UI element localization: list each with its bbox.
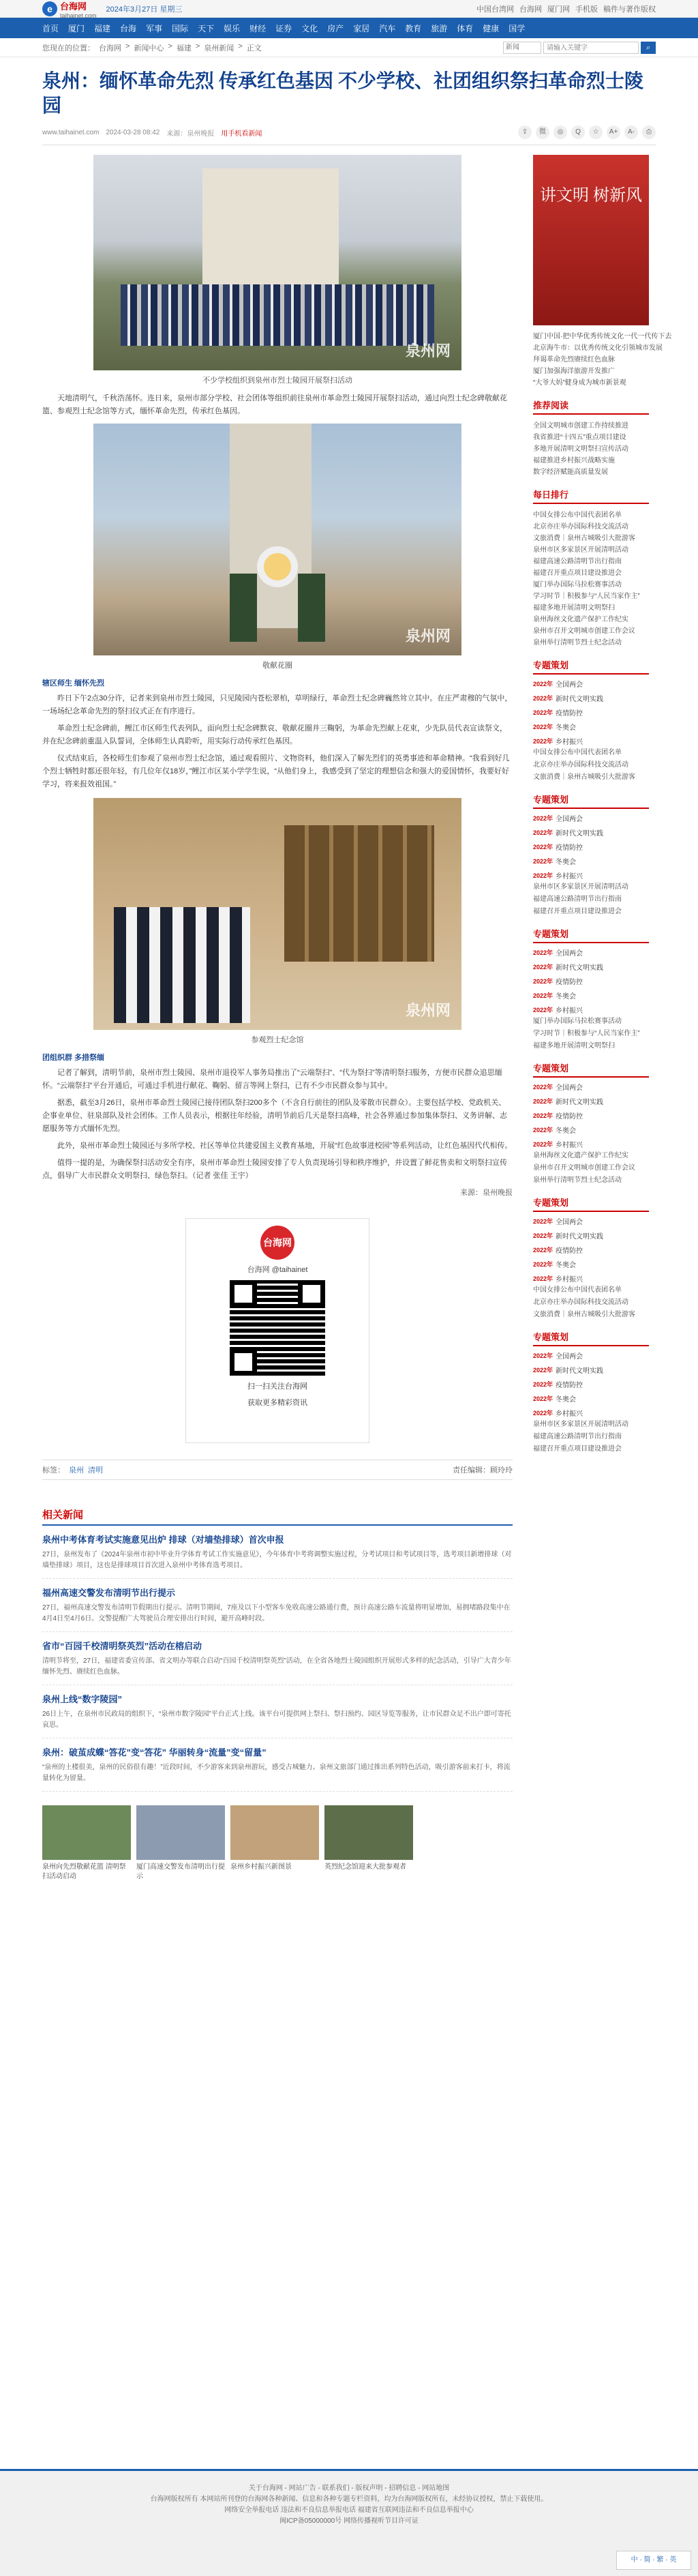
sidebar bbox=[533, 155, 672, 1882]
related-news-list bbox=[42, 1526, 513, 1792]
topic-link[interactable]: 中国女排公布中国代表团名单 bbox=[533, 749, 622, 756]
nav-item[interactable]: 娱乐 bbox=[224, 23, 241, 33]
article-source: 来源：泉州晚报 bbox=[166, 130, 215, 138]
photo-caption: 不少学校组织到泉州市烈士陵园开展祭扫活动 bbox=[202, 376, 352, 385]
topic-link[interactable]: 学习时节｜积极参与“人民当家作主” bbox=[533, 1030, 640, 1037]
recommend-link[interactable]: 数字经济赋能高质量发展 bbox=[533, 469, 608, 476]
sidebar-link[interactable]: 拜谒革命先烈赓续红色血脉 bbox=[533, 356, 615, 364]
topic-title: 疫情防控 bbox=[556, 1113, 583, 1121]
source-site[interactable]: www.taihainet.com bbox=[42, 128, 100, 136]
related-item bbox=[42, 1526, 513, 1579]
breadcrumb-item[interactable]: 福建 bbox=[176, 44, 192, 53]
topic-title: 全国两会 bbox=[556, 681, 583, 689]
photo-memorial-hall bbox=[93, 798, 461, 1030]
footer-links[interactable]: 关于台海网 - 网站广告 - 联系我们 - 版权声明 - 招聘信息 - 网站地图 bbox=[248, 2485, 450, 2492]
thumb-item[interactable] bbox=[230, 1805, 319, 1882]
thumb-list bbox=[42, 1805, 513, 1882]
related-item bbox=[42, 1632, 513, 1685]
poster-text: 讲文明 树新风 bbox=[540, 187, 642, 205]
special-topic-item[interactable] bbox=[533, 1245, 649, 1255]
special-topic-item[interactable] bbox=[533, 976, 649, 986]
topic-title: 冬奥会 bbox=[556, 993, 577, 1001]
search-bar bbox=[503, 42, 656, 54]
print-icon[interactable]: ⎙ bbox=[642, 125, 656, 139]
topic-year: 2022年 bbox=[533, 1261, 553, 1268]
thumb-image bbox=[324, 1805, 413, 1860]
topic-title: 全国两会 bbox=[556, 1219, 583, 1226]
watermark-text: 泉州网 bbox=[405, 627, 451, 645]
topic-link[interactable]: 泉州海丝文化遗产保护工作纪实 bbox=[533, 1152, 628, 1159]
topic-year: 2022年 bbox=[533, 829, 553, 836]
topic-title: 新时代文明实践 bbox=[556, 1233, 604, 1241]
topic-link[interactable]: 福建多地开展清明文明祭扫 bbox=[533, 1042, 615, 1050]
special-topic-item[interactable] bbox=[533, 722, 649, 732]
footer-line: 台海网版权所有 本网站所刊登的台海网各种新闻、信息和各种专题专栏资料，均为台海网版权所有，未经协议授权，禁止下载使用。 bbox=[150, 2496, 548, 2503]
topic-year: 2022年 bbox=[533, 1395, 553, 1402]
qq-icon[interactable]: Q bbox=[571, 125, 585, 139]
recommend-link[interactable]: 我省推进“十四五”重点项目建设 bbox=[533, 434, 626, 441]
special-topic-item[interactable] bbox=[533, 1005, 649, 1015]
related-title[interactable]: 福州高速交警发布清明节出行提示 bbox=[42, 1588, 176, 1598]
photo-wreath bbox=[93, 424, 461, 655]
topic-title: 冬奥会 bbox=[556, 724, 577, 732]
nav-item[interactable]: 汽车 bbox=[379, 23, 396, 33]
topic-title: 新时代文明实践 bbox=[556, 964, 604, 972]
related-summary: 清明节将至，27日，福建省委宣传部、省文明办等联合启动“百园千校清明祭英烈”活动，在全省各地烈士陵园组织开展形式多样的纪念活动，引导广大青少年缅怀先烈、赓续红色血脉。 bbox=[42, 1657, 511, 1676]
logo-sub: taihainet.com bbox=[60, 12, 97, 19]
tag-link[interactable]: 清明 bbox=[88, 1466, 103, 1475]
top-links bbox=[476, 3, 656, 14]
recommend-link[interactable]: 多地开展清明文明祭扫宣传活动 bbox=[533, 445, 628, 453]
rank-link[interactable]: 泉州举行清明节烈士纪念活动 bbox=[533, 639, 622, 647]
thumb-caption: 厦门高速交警发布清明出行提示 bbox=[136, 1863, 225, 1880]
topic-link[interactable]: 北京亦庄举办国际科技交流活动 bbox=[533, 1299, 628, 1306]
breadcrumb-item[interactable]: 泉州新闻 bbox=[204, 44, 234, 53]
topic-link[interactable]: 福建高速公路清明节出行指南 bbox=[533, 1433, 622, 1440]
weibo-icon[interactable]: 微 bbox=[536, 125, 549, 139]
topic-year: 2022年 bbox=[533, 709, 553, 716]
nav-item[interactable]: 家居 bbox=[353, 23, 370, 33]
nav-item[interactable]: 国学 bbox=[509, 23, 526, 33]
topic-title: 冬奥会 bbox=[556, 859, 577, 866]
special-topic-block bbox=[533, 1061, 649, 1186]
topic-title: 乡村振兴 bbox=[556, 1276, 583, 1284]
related-title[interactable]: 省市“百园千校清明祭英烈”活动在榕启动 bbox=[42, 1641, 202, 1651]
related-title[interactable]: 泉州：破茧成蝶“答花”变“答花” 华丽转身“流量”变“留量” bbox=[42, 1747, 267, 1758]
topic-link[interactable]: 厦门举办国际马拉松赛事活动 bbox=[533, 1018, 622, 1025]
mobile-link[interactable]: 用手机看新闻 bbox=[221, 130, 262, 138]
wechat-icon[interactable]: ◎ bbox=[553, 125, 567, 139]
special-topic-item[interactable] bbox=[533, 707, 649, 717]
special-topic-item[interactable] bbox=[533, 842, 649, 852]
rank-list bbox=[533, 509, 649, 649]
topic-year: 2022年 bbox=[533, 1007, 553, 1013]
special-topic-block bbox=[533, 1196, 649, 1320]
article-title: 泉州：缅怀革命先烈 传承红色基因 不少学校、社团组织祭扫革命烈士陵园 bbox=[42, 71, 644, 117]
special-topic-item[interactable] bbox=[533, 1082, 649, 1092]
chevron-right-icon: > bbox=[238, 42, 243, 50]
nav-item[interactable]: 台海 bbox=[120, 23, 137, 33]
related-summary: 27日，泉州发布了《2024年泉州市初中毕业升学体育考试工作实施意见》，今年体育中考将调整实施过程，分考试项目和考试项目等，选考项目新增排球（对墙垫排球）项目，这也是排球项目首次进入泉州中考体育选考项目。 bbox=[42, 1551, 512, 1569]
search-input[interactable] bbox=[543, 42, 639, 54]
recommend-heading: 推荐阅读 bbox=[533, 398, 649, 415]
top-link[interactable]: 中国台湾网 bbox=[476, 5, 514, 14]
rank-link[interactable]: 学习时节｜积极参与“人民当家作主” bbox=[533, 593, 640, 600]
special-topic-item[interactable] bbox=[533, 736, 649, 746]
thumb-caption: 泉州向先烈敬献花篮 清明祭扫活动启动 bbox=[42, 1863, 126, 1880]
special-topic-item[interactable] bbox=[533, 1408, 649, 1418]
topic-year: 2022年 bbox=[533, 695, 553, 702]
nav-item[interactable]: 房产 bbox=[327, 23, 344, 33]
article-origin bbox=[42, 1187, 513, 1198]
special-topics bbox=[533, 658, 649, 1455]
special-topic-item[interactable] bbox=[533, 1139, 649, 1149]
paragraph: 昨日下午2点30分许，记者来到泉州市烈士陵园，只见陵园内苍松翠柏，草明绿行，革命烈士纪念碑巍然耸立其中。在庄严肃穆的气氛中，一场场纪念革命先烈的祭扫仪式正在有序进行。 bbox=[42, 694, 513, 715]
rank-link[interactable]: 福建召开重点项目建设推进会 bbox=[533, 569, 622, 577]
topic-link[interactable]: 福建召开重点项目建设推进会 bbox=[533, 1445, 622, 1453]
search-icon[interactable]: ⌕ bbox=[641, 42, 656, 54]
topic-link[interactable]: 文旅消费｜泉州古城吸引大批游客 bbox=[533, 1311, 635, 1318]
top-link[interactable]: 稿件与著作版权 bbox=[603, 5, 656, 14]
topic-year: 2022年 bbox=[533, 1232, 553, 1239]
civility-poster[interactable] bbox=[533, 155, 649, 325]
special-topic-item[interactable] bbox=[533, 1096, 649, 1106]
breadcrumb-bar bbox=[0, 38, 698, 57]
related-summary: “泉州的土楼很美，泉州的民俗很有趣！”近段时间，不少游客来到泉州游玩，感受古城魅力。泉州文旅部门通过推出系列特色活动，吸引游客前来打卡，将流量转化为留量。 bbox=[42, 1764, 511, 1782]
sidebar-link[interactable]: “大爷大妈”健身成为城市新景观 bbox=[533, 379, 626, 387]
chevron-right-icon: > bbox=[195, 42, 200, 50]
related-item bbox=[42, 1685, 513, 1738]
footer-line: 闽ICP备05000000号 网络传播视听节目许可证 bbox=[279, 2517, 419, 2525]
editor-name: 责任编辑：顾玲玲 bbox=[453, 1466, 513, 1475]
photo-caption: 敬献花圈 bbox=[262, 662, 292, 670]
breadcrumb-label: 您现在的位置： bbox=[42, 44, 95, 53]
recommend-list bbox=[533, 420, 649, 478]
rank-link[interactable]: 泉州海丝文化遗产保护工作纪实 bbox=[533, 616, 628, 623]
rank-link[interactable]: 中国女排公布中国代表团名单 bbox=[533, 512, 622, 519]
topic-year: 2022年 bbox=[533, 872, 553, 879]
topic-title: 乡村振兴 bbox=[556, 1410, 583, 1418]
topic-title: 乡村振兴 bbox=[556, 1007, 583, 1015]
watermark-text: 泉州网 bbox=[405, 342, 451, 359]
paragraph: 革命烈士纪念碑前，鲤江市区师生代表列队，面向烈士纪念碑默哀、敬献花圈并三鞠躬，为革命先烈献上花束，少先队员代表宣读祭文，并在纪念碑前重温入队誓词，全体师生认真聆听，用实际行动传承红色基因。 bbox=[42, 724, 507, 745]
topic-title: 疫情防控 bbox=[556, 979, 583, 986]
special-topic-block bbox=[533, 1330, 649, 1455]
special-topic-item[interactable] bbox=[533, 1216, 649, 1226]
section-subtitle: 团组织群 多措祭缅 bbox=[42, 1054, 105, 1062]
qr-card bbox=[185, 1218, 369, 1443]
topic-year: 2022年 bbox=[533, 978, 553, 985]
nav-item[interactable]: 军事 bbox=[146, 23, 163, 33]
topic-year: 2022年 bbox=[533, 738, 553, 745]
publish-time: 2024-03-28 08:42 bbox=[106, 128, 160, 136]
thumb-image bbox=[42, 1805, 131, 1860]
paragraph: 值得一提的是，为确保祭扫活动安全有序，泉州市革命烈士陵园安排了专人负责现场引导和秩序维护，并设置了鲜花售卖和文明祭扫宣传点，倡导广大市民群众文明祭扫、绿色祭扫。（记者 张佳 王宇） bbox=[42, 1159, 507, 1180]
nav-item[interactable]: 福建 bbox=[94, 23, 111, 33]
rank-link[interactable]: 泉州市区多家景区开展清明活动 bbox=[533, 546, 628, 554]
logo-icon: e bbox=[42, 1, 57, 16]
daily-rank-heading: 每日排行 bbox=[533, 488, 649, 504]
rank-link[interactable]: 福建高速公路清明节出行指南 bbox=[533, 558, 622, 565]
qr-account: 台海网 @taihainet bbox=[247, 1266, 308, 1274]
topic-year: 2022年 bbox=[533, 858, 553, 865]
topic-year: 2022年 bbox=[533, 815, 553, 822]
related-title[interactable]: 泉州上线“数字陵园” bbox=[42, 1694, 123, 1704]
related-item bbox=[42, 1738, 513, 1792]
top-link[interactable]: 台海网 bbox=[519, 5, 542, 14]
rank-link[interactable]: 泉州市召开文明城市创建工作会议 bbox=[533, 627, 635, 635]
special-topic-heading: 专题策划 bbox=[533, 1330, 649, 1346]
main-nav bbox=[0, 18, 698, 38]
topic-link[interactable]: 泉州市区多家景区开展清明活动 bbox=[533, 883, 628, 891]
thumb-item[interactable] bbox=[136, 1805, 225, 1882]
language-switcher[interactable]: 中 · 简 · 繁 · 英 bbox=[616, 2551, 691, 2570]
qr-logo: 台海网 bbox=[260, 1226, 294, 1260]
topic-title: 新时代文明实践 bbox=[556, 1099, 604, 1106]
paragraph: 此外，泉州市革命烈士陵园还与多所学校、社区等单位共建爱国主义教育基地，开展“红色故事进校园”等系列活动，让红色基因代代相传。 bbox=[57, 1142, 513, 1150]
topic-year: 2022年 bbox=[533, 681, 553, 687]
topic-title: 全国两会 bbox=[556, 1353, 583, 1361]
topic-link[interactable]: 泉州市召开文明城市创建工作会议 bbox=[533, 1164, 635, 1172]
related-news-heading: 相关新闻 bbox=[42, 1507, 513, 1526]
special-topic-item[interactable] bbox=[533, 827, 649, 838]
recommend-link[interactable]: 全国文明城市创建工作持续推进 bbox=[533, 422, 628, 430]
logo-text: 台海网 bbox=[60, 1, 87, 12]
related-summary: 26日上午，在泉州市民政局的组织下，“泉州市数字陵园”平台正式上线。该平台可提供网上祭扫、祭扫预约、园区导览等服务，让市民群众足不出户即可寄托哀思。 bbox=[42, 1711, 511, 1729]
chevron-right-icon: > bbox=[168, 42, 172, 50]
chevron-right-icon: > bbox=[125, 42, 130, 50]
qr-line: 扫一扫关注台海网 bbox=[247, 1382, 307, 1391]
related-item bbox=[42, 1579, 513, 1632]
topic-title: 冬奥会 bbox=[556, 1127, 577, 1135]
footer-line: 网络安全举报电话 违法和不良信息举报电话 福建省互联网违法和不良信息举报中心 bbox=[224, 2506, 474, 2514]
tag-link[interactable]: 泉州 bbox=[69, 1466, 84, 1475]
paragraph: 据悉，截至3月26日，泉州市革命烈士陵园已接待团队祭扫200多个（不含自行前往的团队及零散市民群众）。主要包括学校、党政机关、企事业单位、驻泉部队及社会团体。工作人员表示，根据往年经验，清明节前后几天是祭扫高峰，社会各界通过参加集体祭扫、义务讲解、志愿服务等方式缅怀先烈。 bbox=[42, 1099, 507, 1133]
topic-link[interactable]: 中国女排公布中国代表团名单 bbox=[533, 1286, 622, 1294]
special-topic-item[interactable] bbox=[533, 990, 649, 1001]
topic-year: 2022年 bbox=[533, 1381, 553, 1388]
special-topic-item[interactable] bbox=[533, 1393, 649, 1404]
topic-title: 全国两会 bbox=[556, 950, 583, 958]
top-link[interactable]: 手机版 bbox=[575, 5, 598, 14]
special-topic-item[interactable] bbox=[533, 962, 649, 972]
tag-label: 标签： bbox=[42, 1466, 65, 1475]
footer bbox=[0, 2469, 698, 2576]
topic-link[interactable]: 福建高速公路清明节出行指南 bbox=[533, 895, 622, 903]
topic-title: 新时代文明实践 bbox=[556, 1367, 604, 1375]
special-topic-block bbox=[533, 793, 649, 917]
topic-year: 2022年 bbox=[533, 1367, 553, 1374]
special-topic-item[interactable] bbox=[533, 856, 649, 866]
thumb-caption: 泉州乡村振兴新图景 bbox=[230, 1863, 292, 1871]
sidebar-link[interactable]: 厦门加强海洋旅游开发推广 bbox=[533, 368, 615, 375]
topic-year: 2022年 bbox=[533, 1098, 553, 1105]
topic-year: 2022年 bbox=[533, 964, 553, 971]
breadcrumb-item[interactable]: 新闻中心 bbox=[134, 44, 164, 53]
topic-year: 2022年 bbox=[533, 1141, 553, 1148]
article-body bbox=[42, 155, 513, 1882]
special-topic-block bbox=[533, 927, 649, 1052]
qr-line: 获取更多精彩资讯 bbox=[247, 1399, 307, 1407]
topic-title: 疫情防控 bbox=[556, 1382, 583, 1389]
favorite-icon[interactable]: ☆ bbox=[589, 125, 603, 139]
nav-item[interactable]: 教育 bbox=[405, 23, 422, 33]
special-topic-item[interactable] bbox=[533, 1365, 649, 1375]
sidebar-link[interactable]: 北京海牛市：以优秀传统文化引领城市发展 bbox=[533, 344, 663, 352]
photo-students-ceremony bbox=[93, 155, 461, 370]
topic-year: 2022年 bbox=[533, 1084, 553, 1091]
special-topic-item[interactable] bbox=[533, 693, 649, 703]
topic-title: 新时代文明实践 bbox=[556, 830, 604, 838]
topic-title: 乡村振兴 bbox=[556, 739, 583, 746]
section-subtitle: 辖区师生 缅怀先烈 bbox=[42, 679, 105, 687]
topic-year: 2022年 bbox=[533, 1352, 553, 1359]
special-topic-item[interactable] bbox=[533, 870, 649, 880]
special-topic-item[interactable] bbox=[533, 947, 649, 958]
topic-year: 2022年 bbox=[533, 724, 553, 730]
photo-2 bbox=[93, 424, 461, 670]
rank-link[interactable]: 文旅消费｜泉州古城吸引大批游客 bbox=[533, 535, 635, 542]
thumb-caption: 英烈纪念馆迎来大批参观者 bbox=[324, 1863, 406, 1871]
thumb-item[interactable] bbox=[324, 1805, 413, 1882]
share-icons bbox=[518, 125, 656, 139]
paragraph: 天地清明气，千秋浩荡怀。连日来，泉州市部分学校、社会团体等组织前往泉州市革命烈士陵园开展祭扫活动，通过向烈士纪念碑敬献花篮、参观烈士纪念馆等方式，缅怀革命先烈，传承红色基因。 bbox=[42, 394, 507, 415]
sidebar-link[interactable]: 厦门中国·把中华优秀传统文化一代一代传下去 bbox=[533, 333, 672, 340]
nav-item[interactable]: 天下 bbox=[198, 23, 215, 33]
topic-title: 乡村振兴 bbox=[556, 1142, 583, 1149]
topic-link[interactable]: 文旅消费｜泉州古城吸引大批游客 bbox=[533, 773, 635, 781]
special-topic-item[interactable] bbox=[533, 813, 649, 823]
article-meta bbox=[42, 125, 656, 145]
font-larger-icon[interactable]: A+ bbox=[607, 125, 620, 139]
topic-title: 冬奥会 bbox=[556, 1262, 577, 1269]
photo-1 bbox=[93, 155, 461, 385]
sidebar-list bbox=[533, 331, 672, 389]
nav-item[interactable]: 财经 bbox=[249, 23, 267, 33]
special-topic-item[interactable] bbox=[533, 1350, 649, 1361]
special-topic-block bbox=[533, 658, 649, 783]
special-topic-heading: 专题策划 bbox=[533, 793, 649, 809]
topic-title: 新时代文明实践 bbox=[556, 696, 604, 703]
edit-bar bbox=[42, 1460, 513, 1480]
nav-item[interactable]: 健康 bbox=[483, 23, 500, 33]
top-bar bbox=[0, 0, 698, 18]
topic-link[interactable]: 泉州举行清明节烈士纪念活动 bbox=[533, 1176, 622, 1184]
topic-title: 疫情防控 bbox=[556, 844, 583, 852]
breadcrumb-item[interactable]: 台海网 bbox=[99, 44, 121, 53]
special-topic-item[interactable] bbox=[533, 1273, 649, 1284]
related-title[interactable]: 泉州中考体育考试实施意见出炉 排球（对墙垫排球）首次申报 bbox=[42, 1535, 284, 1545]
topic-year: 2022年 bbox=[533, 1112, 553, 1119]
special-topic-item[interactable] bbox=[533, 1110, 649, 1121]
topic-year: 2022年 bbox=[533, 844, 553, 850]
special-topic-item[interactable] bbox=[533, 1230, 649, 1241]
breadcrumb-item[interactable]: 正文 bbox=[246, 44, 262, 53]
paragraph: 仪式结束后，各校师生们参观了泉州市烈士纪念馆，通过观看照片、文物资料，他们深入了解先烈们的英勇事迹和革命精神。“我看到好几个烈士牺牲时都还很年轻，有几位年仅18岁，”鲤江市区某小学学生说，“从他们身上，我感受到了坚定的理想信念和强大的爱国情怀，我要好好学习，将来报效祖国。” bbox=[42, 754, 510, 788]
nav-item[interactable]: 文化 bbox=[301, 23, 318, 33]
date-text: 2024年3月27日 星期三 bbox=[106, 5, 183, 14]
special-topic-item[interactable] bbox=[533, 1259, 649, 1269]
nav-item[interactable]: 证券 bbox=[275, 23, 292, 33]
topic-year: 2022年 bbox=[533, 1410, 553, 1417]
topic-title: 全国两会 bbox=[556, 816, 583, 823]
font-smaller-icon[interactable]: A- bbox=[624, 125, 638, 139]
breadcrumb bbox=[99, 42, 262, 53]
topic-title: 疫情防控 bbox=[556, 710, 583, 717]
topic-link[interactable]: 北京亦庄举办国际科技交流活动 bbox=[533, 761, 628, 769]
special-topic-item[interactable] bbox=[533, 679, 649, 689]
topic-year: 2022年 bbox=[533, 1275, 553, 1282]
share-icon[interactable]: ⇪ bbox=[518, 125, 532, 139]
special-topic-item[interactable] bbox=[533, 1379, 649, 1389]
topic-title: 乡村振兴 bbox=[556, 873, 583, 880]
nav-item[interactable]: 厦门 bbox=[68, 23, 85, 33]
topic-link[interactable]: 泉州市区多家景区开展清明活动 bbox=[533, 1421, 628, 1428]
photo-caption: 参观烈士纪念馆 bbox=[251, 1036, 304, 1044]
topic-title: 全国两会 bbox=[556, 1084, 583, 1092]
special-topic-item[interactable] bbox=[533, 1125, 649, 1135]
topic-year: 2022年 bbox=[533, 1247, 553, 1254]
nav-item[interactable]: 首页 bbox=[42, 23, 59, 33]
topic-link[interactable]: 福建召开重点项目建设推进会 bbox=[533, 908, 622, 915]
watermark-text: 泉州网 bbox=[405, 1002, 451, 1019]
rank-link[interactable]: 福建多地开展清明文明祭扫 bbox=[533, 604, 615, 612]
qr-code bbox=[230, 1280, 325, 1376]
special-topic-heading: 专题策划 bbox=[533, 658, 649, 675]
search-scope-select[interactable]: 新闻 bbox=[503, 42, 541, 54]
special-topic-heading: 专题策划 bbox=[533, 1061, 649, 1078]
topic-year: 2022年 bbox=[533, 992, 553, 999]
related-summary: 27日，福州高速交警发布清明节假期出行提示。清明节期间，7座及以下小型客车免收高速公路通行费，预计高速公路车流量将明显增加，易拥堵路段集中在4月4日至4月6日。交警提醒广大驾驶员合理安排出行时间，避开高峰时段。 bbox=[42, 1604, 511, 1623]
nav-item[interactable]: 国际 bbox=[172, 23, 189, 33]
nav-item[interactable]: 旅游 bbox=[431, 23, 448, 33]
topic-title: 疫情防控 bbox=[556, 1247, 583, 1255]
rank-link[interactable]: 厦门举办国际马拉松赛事活动 bbox=[533, 581, 622, 589]
special-topic-heading: 专题策划 bbox=[533, 1196, 649, 1212]
top-link[interactable]: 厦门网 bbox=[547, 5, 570, 14]
paragraph: 记者了解到，清明节前，泉州市烈士陵园、泉州市退役军人事务局推出了“云端祭扫”、“代为祭扫”等清明祭扫服务，方便市民群众追思缅怀。“云端祭扫”平台开通后，可通过手机进行献花、鞠躬、留言等网上祭扫，已有不少市民群众参与其中。 bbox=[42, 1069, 502, 1090]
topic-title: 冬奥会 bbox=[556, 1396, 577, 1404]
site-logo[interactable] bbox=[42, 0, 97, 19]
topic-year: 2022年 bbox=[533, 1218, 553, 1225]
photo-3 bbox=[93, 798, 461, 1045]
rank-link[interactable]: 北京亦庄举办国际科技交流活动 bbox=[533, 523, 628, 531]
origin-text: 来源：泉州晚报 bbox=[460, 1189, 513, 1197]
thumb-image bbox=[230, 1805, 319, 1860]
thumb-image bbox=[136, 1805, 225, 1860]
nav-item[interactable]: 体育 bbox=[457, 23, 474, 33]
topic-year: 2022年 bbox=[533, 1127, 553, 1134]
special-topic-heading: 专题策划 bbox=[533, 927, 649, 943]
recommend-link[interactable]: 福建推进乡村振兴战略实施 bbox=[533, 457, 615, 464]
thumb-item[interactable] bbox=[42, 1805, 131, 1882]
topic-year: 2022年 bbox=[533, 949, 553, 956]
